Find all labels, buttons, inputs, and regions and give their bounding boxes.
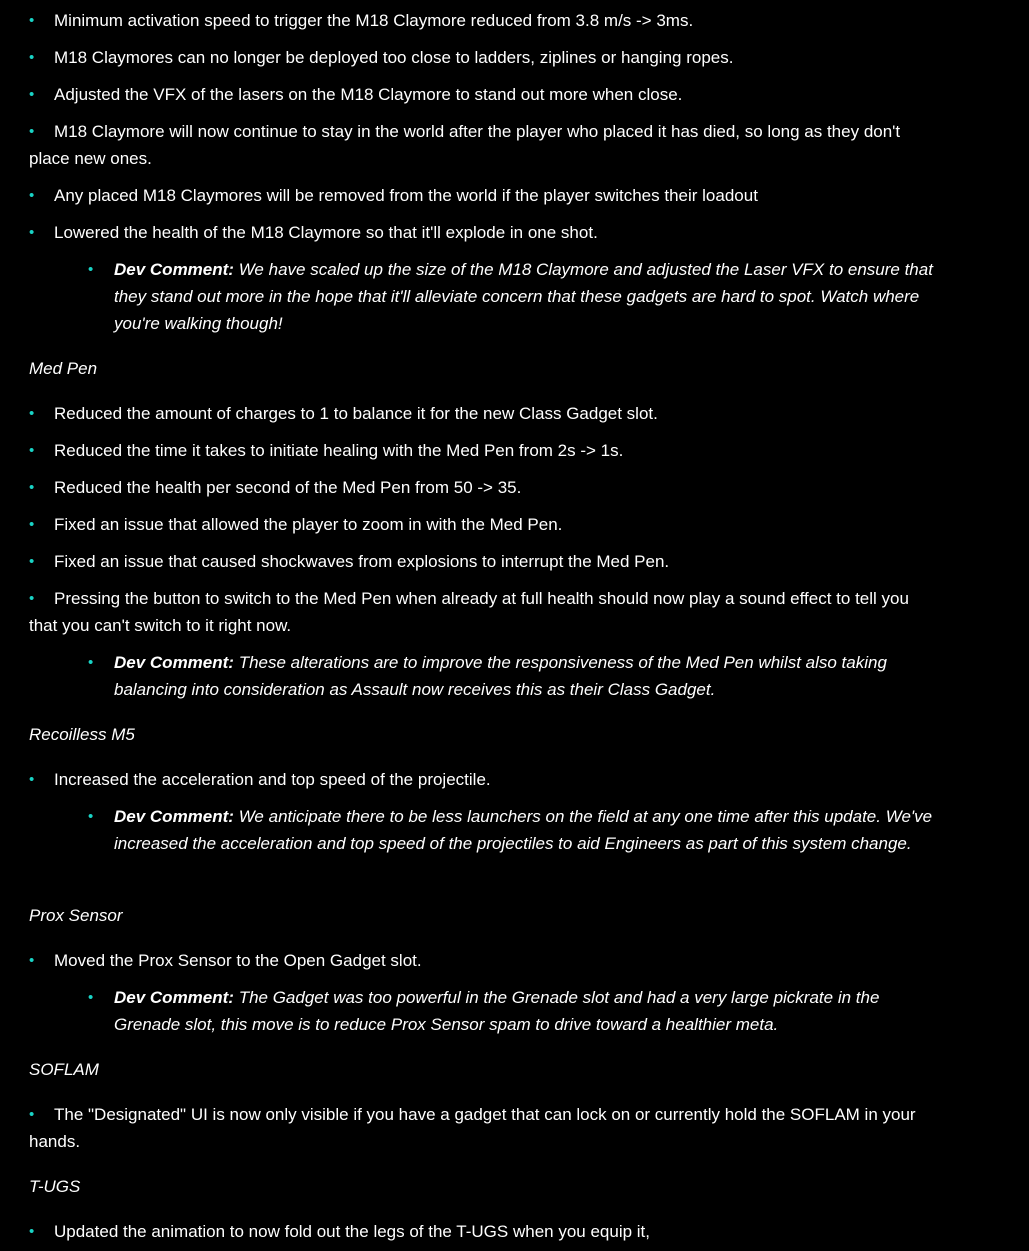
section-heading: SOFLAM — [29, 1060, 99, 1079]
dev-comment-body: We have scaled up the size of the M18 Claymore and adjusted the Laser VFX to ensure that they stand out more in the hope that it'll alleviate concern that these gadgets are hard to spot. Watch where you're walking though! — [114, 260, 933, 333]
bullet-icon: • — [29, 405, 35, 422]
list-item-text: Reduced the time it takes to initiate healing with the Med Pen from 2s -> 1s. — [54, 441, 624, 460]
dev-comment — [88, 649, 938, 703]
list-item-text: Fixed an issue that caused shockwaves from explosions to interrupt the Med Pen. — [54, 552, 670, 571]
dev-comment-body: We anticipate there to be less launchers on the field at any one time after this update. We've increased the acceleration and top speed of the projectiles to aid Engineers as part of this system change. — [114, 807, 933, 853]
list-item-text: Adjusted the VFX of the lasers on the M18 Claymore to stand out more when close. — [54, 85, 683, 104]
list-item — [29, 182, 929, 209]
dev-comment-label: Dev Comment: — [114, 807, 234, 826]
dev-comment — [88, 256, 938, 337]
dev-comment-label: Dev Comment: — [114, 653, 234, 672]
list-item-text: Lowered the health of the M18 Claymore so that it'll explode in one shot. — [54, 223, 598, 242]
list-item — [29, 7, 929, 34]
bullet-icon: • — [88, 261, 94, 278]
bullet-icon: • — [29, 479, 35, 496]
dev-comment-text — [88, 803, 938, 857]
list-item — [29, 118, 929, 172]
list-item — [29, 219, 929, 246]
list-item — [29, 81, 929, 108]
section-heading: Med Pen — [29, 359, 98, 378]
list-item — [29, 1101, 929, 1155]
section-heading: Prox Sensor — [29, 906, 123, 925]
bullet-icon: • — [29, 516, 35, 533]
list-item — [29, 585, 929, 639]
list-item — [29, 44, 929, 71]
list-item-text: Reduced the health per second of the Med Pen from 50 -> 35. — [54, 478, 522, 497]
bullet-icon: • — [29, 771, 35, 788]
list-item-text: Updated the animation to now fold out the legs of the T-UGS when you equip it, — [54, 1222, 651, 1241]
dev-comment — [88, 803, 938, 857]
list-item — [29, 766, 929, 793]
bullet-icon: • — [29, 1106, 35, 1123]
list-item-text: Fixed an issue that allowed the player to zoom in with the Med Pen. — [54, 515, 563, 534]
bullet-icon: • — [88, 808, 94, 825]
list-item-text: M18 Claymores can no longer be deployed too close to ladders, ziplines or hanging ropes. — [54, 48, 734, 67]
list-item — [29, 548, 929, 575]
list-item-text: The "Designated" UI is now only visible if you have a gadget that can lock on or currently hold the SOFLAM in your hands. — [29, 1105, 916, 1151]
bullet-icon: • — [88, 654, 94, 671]
list-item-text: Any placed M18 Claymores will be removed from the world if the player switches their loadout — [54, 186, 758, 205]
bullet-icon: • — [29, 86, 35, 103]
dev-comment-body: These alterations are to improve the responsiveness of the Med Pen whilst also taking balancing into consideration as Assault now receives this as their Class Gadget. — [114, 653, 887, 699]
list-item — [29, 474, 929, 501]
list-item — [29, 437, 929, 464]
dev-comment-text — [88, 256, 938, 337]
section-heading: Recoilless M5 — [29, 725, 135, 744]
bullet-icon: • — [29, 1223, 35, 1240]
dev-comment-label: Dev Comment: — [114, 260, 234, 279]
bullet-icon: • — [29, 553, 35, 570]
bullet-icon: • — [88, 989, 94, 1006]
list-item-text: M18 Claymore will now continue to stay in the world after the player who placed it has died, so long as they don't place new ones. — [29, 122, 901, 168]
list-item — [29, 947, 929, 974]
bullet-icon: • — [29, 123, 35, 140]
list-item — [29, 1218, 929, 1245]
dev-comment-text — [88, 984, 938, 1038]
dev-comment — [88, 984, 938, 1038]
list-item-text: Reduced the amount of charges to 1 to balance it for the new Class Gadget slot. — [54, 404, 658, 423]
list-item-text: Moved the Prox Sensor to the Open Gadget slot. — [54, 951, 422, 970]
bullet-icon: • — [29, 952, 35, 969]
bullet-icon: • — [29, 590, 35, 607]
dev-comment-body: The Gadget was too powerful in the Grenade slot and had a very large pickrate in the Grenade slot, this move is to reduce Prox Sensor spam to drive toward a healthier meta. — [114, 988, 880, 1034]
list-item-text: Pressing the button to switch to the Med Pen when already at full health should now play a sound effect to tell you that you can't switch to it right now. — [29, 589, 909, 635]
bullet-icon: • — [29, 12, 35, 29]
bullet-icon: • — [29, 442, 35, 459]
bullet-icon: • — [29, 224, 35, 241]
dev-comment-label: Dev Comment: — [114, 988, 234, 1007]
list-item-text: Increased the acceleration and top speed of the projectile. — [54, 770, 491, 789]
list-item — [29, 400, 929, 427]
dev-comment-text — [88, 649, 938, 703]
section-heading: T-UGS — [29, 1177, 81, 1196]
bullet-icon: • — [29, 49, 35, 66]
list-item — [29, 511, 929, 538]
list-item-text: Minimum activation speed to trigger the M18 Claymore reduced from 3.8 m/s -> 3ms. — [54, 11, 694, 30]
bullet-icon: • — [29, 187, 35, 204]
